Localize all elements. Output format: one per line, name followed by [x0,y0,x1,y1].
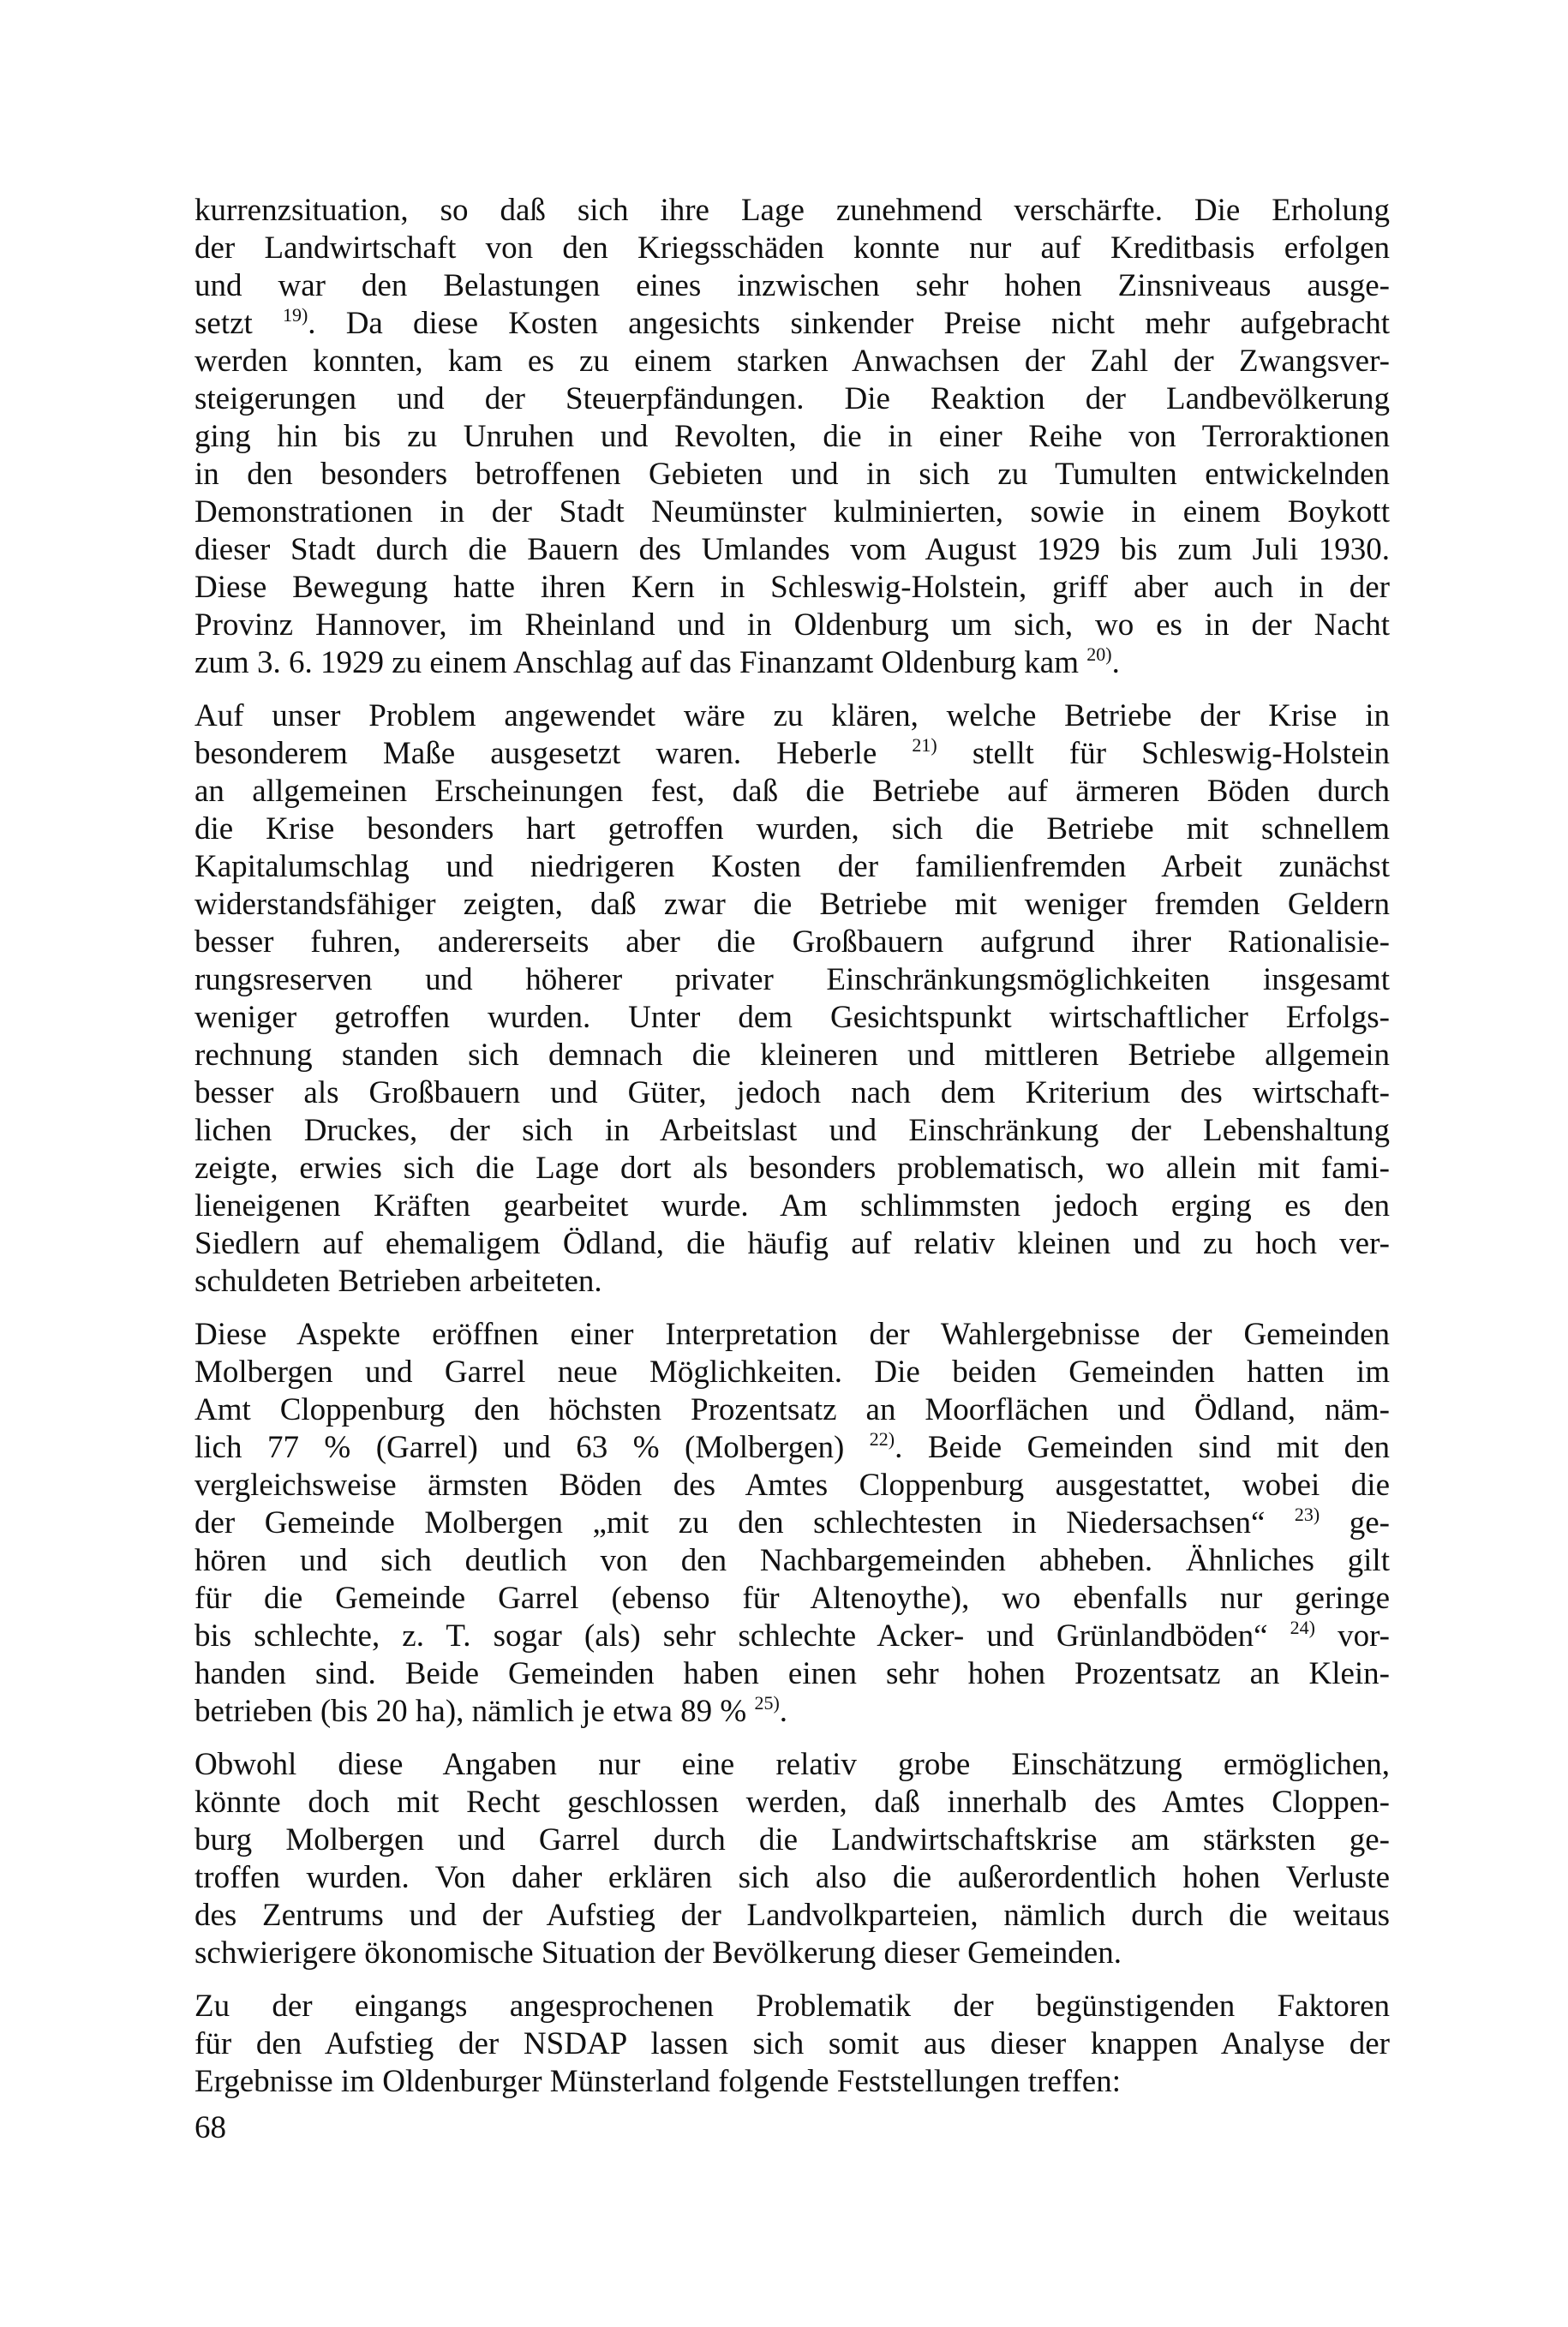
text-segment: weniger getroffen wurden. Unter dem Gesichtspunkt wirtschaftlicher Erfolgs- [195,1000,1390,1035]
text-segment: . [779,1694,788,1729]
text-line [195,1150,1390,1187]
text-line [195,1504,1390,1542]
text-segment: Diese Aspekte eröffnen einer Interpretation der Wahlergebnisse der Gemeinden [195,1317,1390,1352]
text-line [195,1467,1390,1504]
footnote-marker: 23) [1294,1504,1320,1525]
text-segment: vor- [1314,1618,1390,1654]
text-segment: stellt für Schleswig-Holstein [937,736,1390,771]
text-line [195,230,1390,267]
text-segment: lieneigenen Kräften gearbeitet wurde. Am schlimmsten jedoch erging es den [195,1188,1390,1223]
text-segment: besonderem Maße ausgesetzt waren. Heberle [195,736,913,771]
page-number: 68 [195,2110,226,2145]
text-segment: schwierigere ökonomische Situation der Bevölkerung dieser Gemeinden. [195,1935,1122,1971]
text-segment: setzt [195,306,283,341]
text-segment: Diese Bewegung hatte ihren Kern in Schleswig-Holstein, griff aber auch in der [195,570,1390,605]
text-segment: in den besonders betroffenen Gebieten und in sich zu Tumulten entwickelnden [195,457,1390,492]
text-segment: Molbergen und Garrel neue Möglichkeiten. Die beiden Gemeinden hatten im [195,1355,1390,1390]
text-line [195,924,1390,961]
text-line [195,1112,1390,1150]
text-segment: des Zentrums und der Aufstieg der Landvolkparteien, nämlich durch die weitaus [195,1898,1390,1933]
text-line [195,735,1390,773]
text-segment: Obwohl diese Angaben nur eine relativ grobe Einschätzung ermöglichen, [195,1747,1390,1782]
text-line [195,999,1390,1037]
text-segment: an allgemeinen Erscheinungen fest, daß die Betriebe auf ärmeren Böden durch [195,774,1390,809]
text-segment: und war den Belastungen eines inzwischen sehr hohen Zinsniveaus ausge- [195,268,1390,303]
text-line [195,1618,1390,1655]
text-segment: burg Molbergen und Garrel durch die Landwirtschaftskrise am stärksten ge- [195,1822,1390,1857]
text-segment: Demonstrationen in der Stadt Neumünster kulminierten, sowie in einem Boykott [195,494,1390,529]
text-segment: ge- [1320,1505,1390,1540]
footnote-marker: 24) [1290,1617,1315,1638]
text-line [195,773,1390,811]
text-line [195,418,1390,456]
text-line [195,1225,1390,1263]
text-segment: Zu der eingangs angesprochenen Problematik der begünstigenden Faktoren [195,1989,1390,2024]
text-line [195,1897,1390,1935]
text-segment: bis schlechte, z. T. sogar (als) sehr schlechte Acker- und Grünlandböden“ [195,1618,1290,1654]
text-line [195,1037,1390,1074]
text-line [195,1822,1390,1859]
text-line [195,1542,1390,1580]
text-line [195,2025,1390,2063]
text-segment: . Beide Gemeinden sind mit den [895,1430,1390,1465]
text-line [195,644,1390,682]
text-segment: Kapitalumschlag und niedrigeren Kosten der familienfremden Arbeit zunächst [195,849,1390,884]
text-segment: . [1111,645,1120,680]
text-line [195,2063,1390,2101]
text-line [195,192,1390,230]
text-segment: Auf unser Problem angewendet wäre zu klären, welche Betriebe der Krise in [195,698,1390,733]
paragraph [195,697,1390,1301]
text-line [195,1693,1390,1731]
text-segment: der Gemeinde Molbergen „mit zu den schlechtesten in Niedersachsen“ [195,1505,1295,1540]
text-line [195,569,1390,607]
text-line [195,848,1390,886]
text-line [195,343,1390,380]
text-segment: ging hin bis zu Unruhen und Revolten, die in einer Reihe von Terroraktionen [195,419,1390,454]
text-segment: handen sind. Beide Gemeinden haben einen sehr hohen Prozentsatz an Klein- [195,1656,1390,1691]
text-line [195,697,1390,735]
paragraph [195,1316,1390,1731]
text-segment: lich 77 % (Garrel) und 63 % (Molbergen) [195,1430,870,1465]
text-segment: schuldeten Betrieben arbeiteten. [195,1264,602,1299]
text-segment: die Krise besonders hart getroffen wurden, sich die Betriebe mit schnellem [195,811,1390,846]
text-line [195,1074,1390,1112]
footnote-marker: 19) [282,304,308,326]
text-line [195,456,1390,494]
footnote-marker: 25) [754,1692,780,1714]
text-line [195,811,1390,848]
text-line [195,1784,1390,1822]
text-segment: widerstandsfähiger zeigten, daß zwar die Betriebe mit weniger fremden Geldern [195,887,1390,922]
text-segment: dieser Stadt durch die Bauern des Umlandes vom August 1929 bis zum Juli 1930. [195,532,1390,567]
text-line [195,1859,1390,1897]
text-segment: . Da diese Kosten angesichts sinkender Preise nicht mehr aufgebracht [308,306,1390,341]
text-segment: Provinz Hannover, im Rheinland und in Oldenburg um sich, wo es in der Nacht [195,607,1390,643]
body-text [195,192,1390,2116]
footnote-marker: 22) [869,1428,895,1450]
text-segment: werden konnten, kam es zu einem starken Anwachsen der Zahl der Zwangsver- [195,344,1390,379]
text-segment: für die Gemeinde Garrel (ebenso für Altenoythe), wo ebenfalls nur geringe [195,1581,1390,1616]
text-line [195,1746,1390,1784]
text-line [195,494,1390,531]
text-segment: rungsreserven und höherer privater Einschränkungsmöglichkeiten insgesamt [195,962,1390,997]
paragraph [195,1746,1390,1972]
text-line [195,886,1390,924]
text-segment: troffen wurden. Von daher erklären sich also die außerordentlich hohen Verluste [195,1860,1390,1895]
text-line [195,1187,1390,1225]
text-line [195,1935,1390,1972]
text-segment: besser fuhren, andererseits aber die Großbauern aufgrund ihrer Rationalisie- [195,924,1390,960]
text-line [195,1263,1390,1301]
footnote-marker: 21) [912,734,937,756]
text-line [195,267,1390,305]
text-segment: Amt Cloppenburg den höchsten Prozentsatz an Moorflächen und Ödland, näm- [195,1392,1390,1427]
text-segment: Ergebnisse im Oldenburger Münsterland folgende Feststellungen treffen: [195,2064,1121,2099]
text-line [195,961,1390,999]
text-segment: könnte doch mit Recht geschlossen werden, daß innerhalb des Amtes Cloppen- [195,1785,1390,1820]
text-line [195,305,1390,343]
text-segment: betrieben (bis 20 ha), nämlich je etwa 89 % [195,1694,755,1729]
text-segment: Siedlern auf ehemaligem Ödland, die häufig auf relativ kleinen und zu hoch ver- [195,1226,1390,1261]
paragraph [195,1988,1390,2101]
paragraph [195,192,1390,682]
text-segment: lichen Druckes, der sich in Arbeitslast und Einschränkung der Lebenshaltung [195,1113,1390,1148]
text-line [195,607,1390,644]
text-segment: der Landwirtschaft von den Kriegsschäden konnte nur auf Kreditbasis erfolgen [195,230,1390,266]
text-line [195,1580,1390,1618]
text-line [195,1988,1390,2025]
text-segment: zeigte, erwies sich die Lage dort als besonders problematisch, wo allein mit fami- [195,1151,1390,1186]
text-segment: kurrenzsituation, so daß sich ihre Lage zunehmend verschärfte. Die Erholung [195,193,1390,228]
text-segment: für den Aufstieg der NSDAP lassen sich somit aus dieser knappen Analyse der [195,2026,1390,2061]
text-line [195,380,1390,418]
text-segment: rechnung standen sich demnach die kleineren und mittleren Betriebe allgemein [195,1038,1390,1073]
text-segment: steigerungen und der Steuerpfändungen. Die Reaktion der Landbevölkerung [195,381,1390,416]
footnote-marker: 20) [1086,643,1112,665]
text-segment: vergleichsweise ärmsten Böden des Amtes Cloppenburg ausgestattet, wobei die [195,1468,1390,1503]
text-segment: hören und sich deutlich von den Nachbargemeinden abheben. Ähnliches gilt [195,1543,1390,1578]
text-line [195,1316,1390,1354]
text-line [195,1391,1390,1429]
text-segment: besser als Großbauern und Güter, jedoch nach dem Kriterium des wirtschaft- [195,1075,1390,1110]
text-line [195,531,1390,569]
text-line [195,1429,1390,1467]
text-segment: zum 3. 6. 1929 zu einem Anschlag auf das Finanzamt Oldenburg kam [195,645,1087,680]
text-line [195,1354,1390,1391]
text-line [195,1655,1390,1693]
